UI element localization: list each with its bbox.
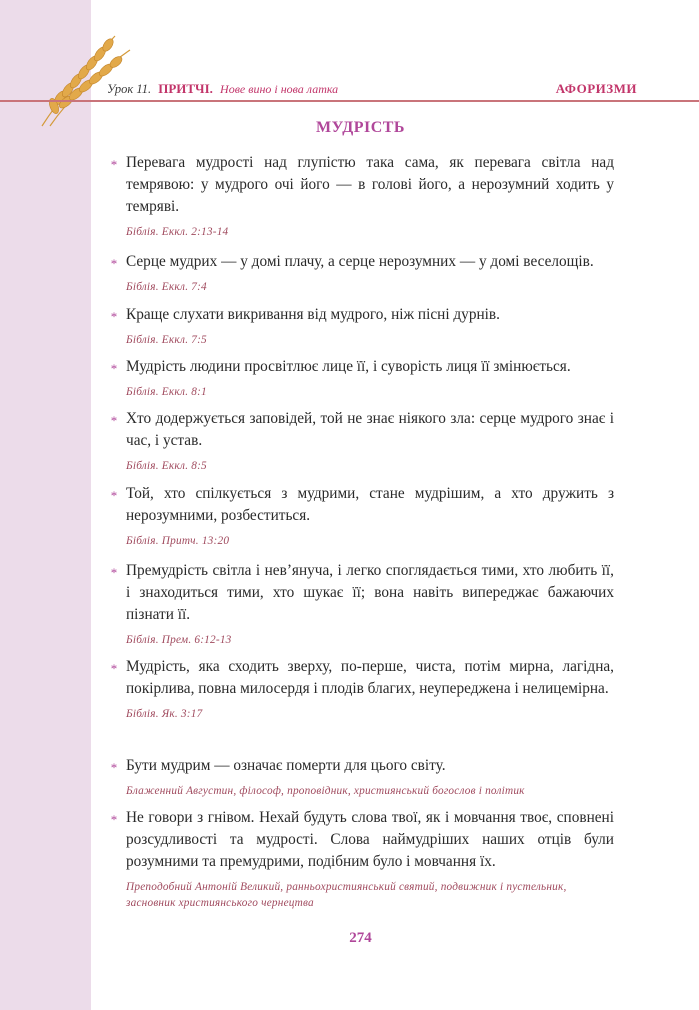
lesson-topic: ПРИТЧІ. <box>158 81 213 96</box>
quote-item <box>107 656 614 722</box>
bullet-star-icon: * <box>110 661 118 676</box>
quote-source: Біблія. Еккл. 8:1 <box>126 386 207 398</box>
bullet-star-icon: * <box>110 565 118 580</box>
lesson-subtopic: Нове вино і нова латка <box>220 82 339 96</box>
quote-item <box>107 483 614 549</box>
quote-text: Краще слухати викривання від мудрого, ніж пісні дурнів. <box>126 306 500 323</box>
quote-source: Біблія. Еккл. 7:5 <box>126 334 207 346</box>
quote-source: Біблія. Еккл. 8:5 <box>126 460 207 472</box>
quote-item <box>107 251 614 295</box>
quote-source: Біблія. Еккл. 2:13-14 <box>126 226 229 238</box>
quote-text: Бути мудрим — означає померти для цього світу. <box>126 757 446 774</box>
quote-text: Серце мудрих — у домі плачу, а серце нерозумних — у домі веселощів. <box>126 253 594 270</box>
bullet-star-icon: * <box>110 812 118 827</box>
bullet-star-icon: * <box>110 413 118 428</box>
page-number: 274 <box>349 930 372 946</box>
quote-item <box>107 755 614 799</box>
bullet-star-icon: * <box>110 760 118 775</box>
bullet-star-icon: * <box>110 309 118 324</box>
bullet-star-icon: * <box>110 157 118 172</box>
quote-item <box>107 356 614 400</box>
quote-text: Мудрість, яка сходить зверху, по-перше, чиста, потім мирна, лагідна, покірлива, повна милосердя і плодів благих, неупереджена і нелицемірна. <box>126 658 614 697</box>
quote-source: Преподобний Антоній Великий, ранньохристиянський святий, подвижник і пустельник, засновник християнського чернецтва <box>126 881 567 909</box>
quote-text: Той, хто спілкується з мудрими, стане мудрішим, а хто дружить з нерозумними, розбеститься. <box>126 485 614 524</box>
quote-item <box>107 152 614 240</box>
quote-source: Біблія. Як. 3:17 <box>126 708 203 720</box>
quote-text: Премудрість світла і нев’януча, і легко споглядається тими, хто любить її, і знаходиться тими, хто шукає її; вона навіть випереджає бажаючих пізнати її. <box>126 562 614 623</box>
quote-text: Хто додержується заповідей, той не знає ніякого зла: серце мудрого знає і час, і устав. <box>126 410 614 449</box>
quote-text: Перевага мудрості над глупістю така сама, як перевага світла над темрявою: у мудрого очі його — в голові його, а нерозумний ходить у темряві. <box>126 154 614 215</box>
bullet-star-icon: * <box>110 488 118 503</box>
quote-source: Біблія. Еккл. 7:4 <box>126 281 207 293</box>
section-name: АФОРИЗМИ <box>555 81 637 96</box>
quote-item <box>107 304 614 348</box>
quote-item <box>107 408 614 474</box>
quote-item <box>107 560 614 648</box>
quote-text: Не говори з гнівом. Нехай будуть слова твої, як і мовчання твоє, сповнені розсудливості та мудрості. Слова наймудріших наших отців були розумними та премудрими, подібним було і мовчання їх. <box>126 809 614 870</box>
lesson-number: Урок 11. <box>107 82 152 96</box>
page-title: МУДРІСТЬ <box>315 119 406 136</box>
quote-source: Біблія. Прем. 6:12-13 <box>126 634 232 646</box>
bullet-star-icon: * <box>110 361 118 376</box>
quote-text: Мудрість людини просвітлює лице її, і суворість лиця її змінюється. <box>126 358 571 375</box>
quote-source: Біблія. Притч. 13:20 <box>126 535 230 547</box>
bullet-star-icon: * <box>110 256 118 271</box>
quote-source: Блаженний Августин, філософ, проповідник, християнський богослов і політик <box>126 785 525 797</box>
quote-item <box>107 807 614 911</box>
